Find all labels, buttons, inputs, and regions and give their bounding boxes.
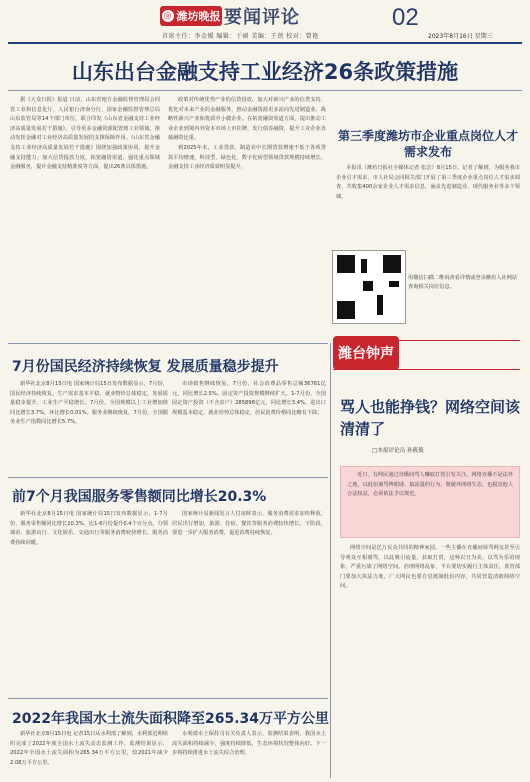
- sidebar-paragraph: 本报讯（潍坊日报社全媒体记者 张洁）8月15日，记者了解到，为服务我市企业引才需求，市人社局会同相关部门开展了第三季度企业重点岗位人才需求调查，共收集400余家企业人才需求信息，涵盖先进制造业、现代服务业等多个领域。: [336, 165, 520, 200]
- economy-column-2: [172, 380, 326, 472]
- opinion-badge: 潍台钟声: [333, 336, 399, 370]
- sidebar-body: [336, 164, 520, 248]
- page-number: 02: [392, 4, 419, 31]
- logo-text: 潍坊晚报: [176, 10, 221, 23]
- masthead-rule: [8, 42, 522, 44]
- water-column-1: [10, 730, 168, 778]
- lead-paragraph: 到2025年末，工业贷款、制造业中长期贷款增速不低于各项贷款平均增速，科技型、绿色化、数字化转型领域贷款规模持续增长，金融支持工业经济质效明显提升。: [168, 144, 326, 171]
- opinion-headline: 骂人也能挣钱？网络空间该清清了: [340, 398, 521, 438]
- qr-code[interactable]: [332, 250, 406, 324]
- highlight-text-wrap: [341, 467, 519, 537]
- economy-column-1: [10, 380, 168, 472]
- lead-headline: 山东出台金融支持工业经济26条政策措施: [71, 60, 459, 84]
- column-divider: [330, 343, 331, 778]
- lead-column-2: [168, 96, 326, 336]
- economy-paragraph: 新华社北京8月15日电 国家统计局15日发布数据显示，7月份，国民经济持续恢复，生产需求基本平稳，就业物价总体稳定，发展质量稳步提升。工业生产平稳增长。7月份，全国规模以上工业增加值同比增长3.7%，环比增长0.01%。服务业继续恢复。7月份，全国服务业生产指数同比增长5.7%。: [10, 381, 168, 426]
- water-column-2: [172, 730, 326, 778]
- lead-paragraph: 政策对传统优势产业的信贷投放，加大对新兴产业的信贷支持，优化对未来产业的金融服务，推动金融资源更多流向先进制造业、战略性新兴产业和优质中小微企业。在拓宽融资渠道方面，提出推动工业企业到境内外资本市场上市挂牌、发行债券融资，提升工业企业直接融资比重。: [168, 97, 326, 142]
- water-paragraph: 新华社北京8月15日电 记者15日从水利部了解到，水利部近期组织完成了2022年度全国水土流失动态监测工作。监测结果显示，2022年全国水土流失面积为265.34万平方公里，较2021年减少2.08万平方公里。: [10, 731, 168, 766]
- opinion-highlight-box: [340, 466, 520, 538]
- qr-caption: 用微信扫描二维码查看详情或登录潍坊人社网站查询相关岗位信息。: [408, 275, 517, 290]
- divider: [8, 698, 328, 699]
- services-paragraph: 国家统计局新闻发言人付凌晖表示，服务消费需求加快释放，居民出行增加，旅游、住宿、餐饮等服务消费较快增长。下阶段，要进一步扩大服务消费，促进消费持续恢复。: [172, 511, 326, 537]
- services-column-2: [172, 510, 326, 690]
- divider: [8, 477, 328, 478]
- opinion-body: [340, 544, 520, 778]
- lead-paragraph: 据《大众日报》报道 日前，山东省地方金融监督管理局会同省工业和信息化厅、人民银行济南分行、国家金融监督管理总局山东监管局等14个部门单位，联合印发《山东省金融支持工业经济高质量发展若干措施》，引导更多金融资源配置到工业领域，推动发挥金融对工业经济高质量发展的支撑保障作用。《山东省金融支持工业经济高质量发展若干措施》围绕加强政策协同，提升金融支持能力；加大信贷投放力度，拓宽融资渠道，强化重点领域金融服务，提升金融支持精准度等方面，提出26条具体措施。: [10, 97, 160, 171]
- water-headline: 2022年我国水土流失面积降至265.34万平方公里: [12, 711, 329, 727]
- section-title: 要闻评论: [224, 7, 300, 28]
- economy-headline: 7月份国民经济持续恢复 发展质量稳步提升: [12, 359, 279, 375]
- economy-paragraph: 市场销售继续恢复。7月份，社会消费品零售总额36761亿元，同比增长2.5%。固定资产投资规模继续扩大。1-7月份，全国固定资产投资（不含农户）285898亿元，同比增长3.4%。进出口规模基本稳定，就业形势总体稳定，居民消费价格同比略有下降。: [172, 381, 326, 416]
- sidebar-headline: 第三季度潍坊市企业重点岗位人才需求发布: [337, 129, 518, 159]
- opinion-paragraph: 网络空间是亿万民众共同的精神家园。一些主播在直播间辱骂网友甚至引导观众互相谩骂，以此吸引流量、获取打赏，这种以丑为美、以骂为乐的现象，严重污染了网络空间。治理网络乱象，平台要切实履行主体责任，监管部门要加大执法力度，广大网民也要自觉抵制低俗内容，共同营造清朗网络空间。: [340, 545, 520, 590]
- logo-mark-icon: ◎: [162, 10, 174, 22]
- divider: [8, 343, 328, 344]
- highlight-paragraph: 近日，有网民通过直播间骂人赚取打赏引发关注。网络直播不是法外之地，以低俗谩骂博眼球、搞流量的行为，既破坏网络生态，也损害他人合法权益，必须依法予以规范。: [347, 472, 514, 498]
- issue-date: 2023年8月16日 星期三: [428, 33, 493, 40]
- services-paragraph: 新华社北京8月15日电 国家统计局15日发布数据显示，1-7月份，服务零售额同比增长20.3%，比1-6月份提升0.4个百分点。分领域看，旅游出行、文化娱乐、交通出行等服务消费较快增长，服务消费持续回暖。: [10, 511, 168, 546]
- opinion-byline: □本报评论员 孙筱筱: [372, 448, 424, 454]
- editor-credits: 首席主任：李金媛 编辑：于硕 美编：王蓓 校对：曾艳: [162, 33, 319, 40]
- services-column-1: [10, 510, 168, 690]
- water-paragraph: 水利部水土保持司有关负责人表示，监测结果表明，我国水土流失面积持续减少、强度持续降低，生态环境状况整体向好。下一步将持续推进水土流失综合治理。: [172, 731, 326, 757]
- divider: [8, 90, 522, 91]
- newspaper-logo: [160, 6, 222, 26]
- services-headline: 前7个月我国服务零售额同比增长20.3%: [12, 489, 267, 505]
- lead-column-1: [10, 96, 160, 336]
